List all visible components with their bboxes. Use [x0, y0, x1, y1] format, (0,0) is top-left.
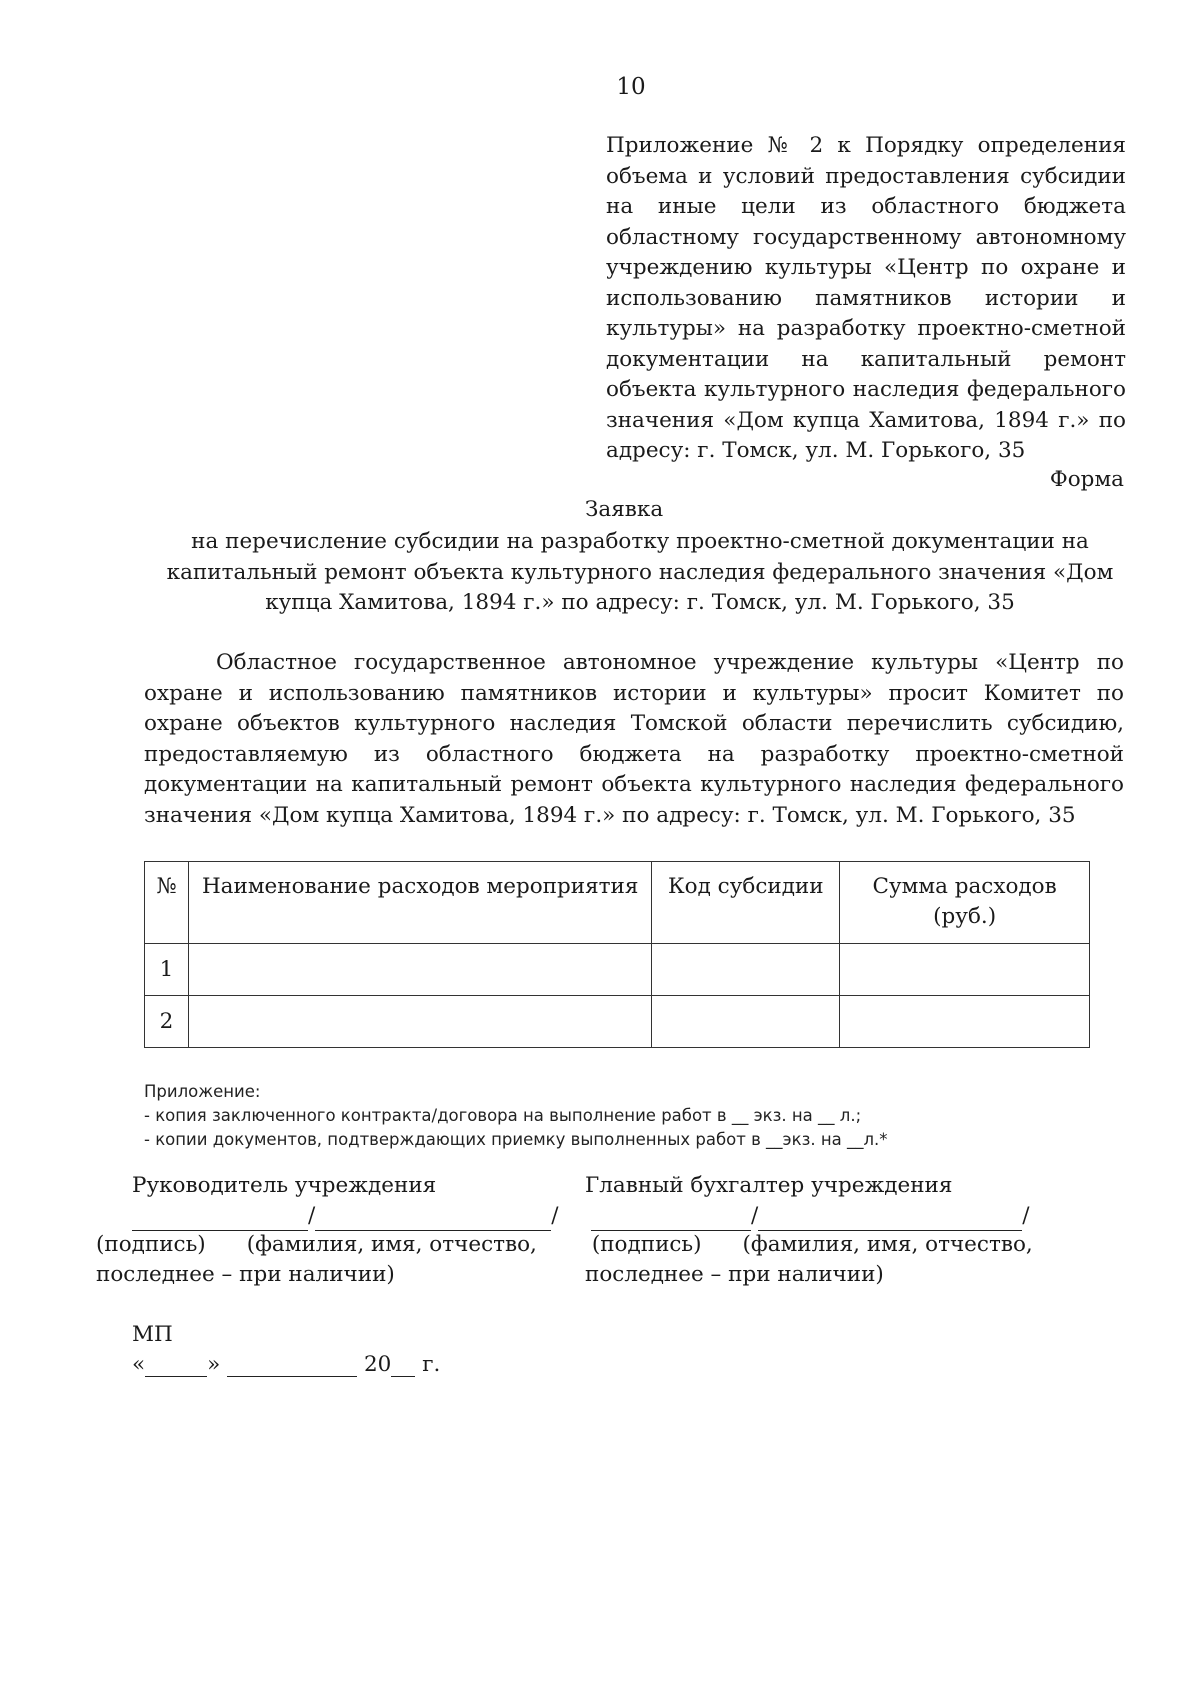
- director-caption-line1: (подпись) (фамилия, имя, отчество,: [96, 1232, 537, 1257]
- stamp-label: МП: [132, 1322, 173, 1347]
- attachment-item: - копии документов, подтверждающих приемку выполненных работ в __экз. на __л.*: [144, 1130, 888, 1149]
- day-blank: [145, 1356, 207, 1377]
- document-subtitle: на перечисление субсидии на разработку проектно-сметной документации на капитальный ремонт объекта культурного наследия федерального значения «Дом купца Хамитова, 1894 г.» по адресу: г. Томск, ул. М. Горького, 35: [166, 529, 1114, 615]
- subsidy-code-cell: [652, 996, 840, 1048]
- date-line: [132, 1352, 440, 1377]
- date-close-quote: »: [207, 1352, 221, 1377]
- page-number: 10: [616, 74, 646, 100]
- expense-sum-cell: [840, 996, 1090, 1048]
- slash: /: [308, 1203, 316, 1228]
- header-number: №: [145, 862, 189, 944]
- date-open-quote: «: [132, 1352, 146, 1377]
- header-subsidy-code: Код субсидии: [652, 862, 840, 944]
- request-paragraph: Областное государственное автономное учреждение культуры «Центр по охране и использованию памятников истории и культуры» просит Комитет по охране объектов культурного наследия Томской области перечислить субсидию, предоставляемую из областного бюджета на разработку проектно-сметной документации на капитальный ремонт объекта культурного наследия федерального значения «Дом купца Хамитова, 1894 г.» по адресу: г. Томск, ул. М. Горького, 35: [144, 650, 1124, 828]
- expense-name-cell: [188, 996, 651, 1048]
- expenses-table: [144, 861, 1090, 1048]
- name-blank: [315, 1208, 551, 1231]
- accountant-caption-line1: (подпись) (фамилия, имя, отчество,: [585, 1232, 1033, 1257]
- year-prefix: 20: [364, 1352, 392, 1377]
- document-title: Заявка: [585, 497, 664, 522]
- table-header-row: [145, 862, 1090, 944]
- signature-blank: [591, 1208, 751, 1231]
- attachment-item: - копия заключенного контракта/договора на выполнение работ в __ экз. на __ л.;: [144, 1106, 862, 1125]
- attachments-heading: Приложение:: [144, 1082, 261, 1101]
- expense-sum-cell: [840, 944, 1090, 996]
- director-caption-line2: последнее – при наличии): [96, 1262, 395, 1287]
- name-blank: [758, 1208, 1022, 1231]
- accountant-caption-line2: последнее – при наличии): [585, 1262, 884, 1287]
- year-suffix: г.: [422, 1352, 441, 1377]
- subsidy-code-cell: [652, 944, 840, 996]
- year-blank: [391, 1356, 415, 1377]
- table-row: [145, 996, 1090, 1048]
- slash: /: [551, 1203, 559, 1228]
- accountant-role: Главный бухгалтер учреждения: [585, 1173, 953, 1198]
- attachments-list: [144, 1080, 888, 1152]
- expense-name-cell: [188, 944, 651, 996]
- form-label: Форма: [1049, 467, 1124, 492]
- slash: /: [751, 1203, 759, 1228]
- director-role: Руководитель учреждения: [132, 1173, 437, 1198]
- row-number: 1: [145, 944, 189, 996]
- table-row: [145, 944, 1090, 996]
- header-expense-sum: Сумма расходов (руб.): [840, 862, 1090, 944]
- accountant-signature-line: [591, 1201, 1030, 1231]
- appendix-reference: Приложение № 2 к Порядку определения объема и условий предоставления субсидии на иные цели из областного бюджета областному государственному автономному учреждению культуры «Центр по охране и использованию памятников истории и культуры» на разработку проектно-сметной документации на капитальный ремонт объекта культурного наследия федерального значения «Дом купца Хамитова, 1894 г.» по адресу: г. Томск, ул. М. Горького, 35: [606, 133, 1126, 463]
- header-expense-name: Наименование расходов мероприятия: [188, 862, 651, 944]
- month-blank: [227, 1356, 357, 1377]
- director-signature-line: [132, 1201, 559, 1231]
- signature-blank: [132, 1208, 308, 1231]
- row-number: 2: [145, 996, 189, 1048]
- slash: /: [1022, 1203, 1030, 1228]
